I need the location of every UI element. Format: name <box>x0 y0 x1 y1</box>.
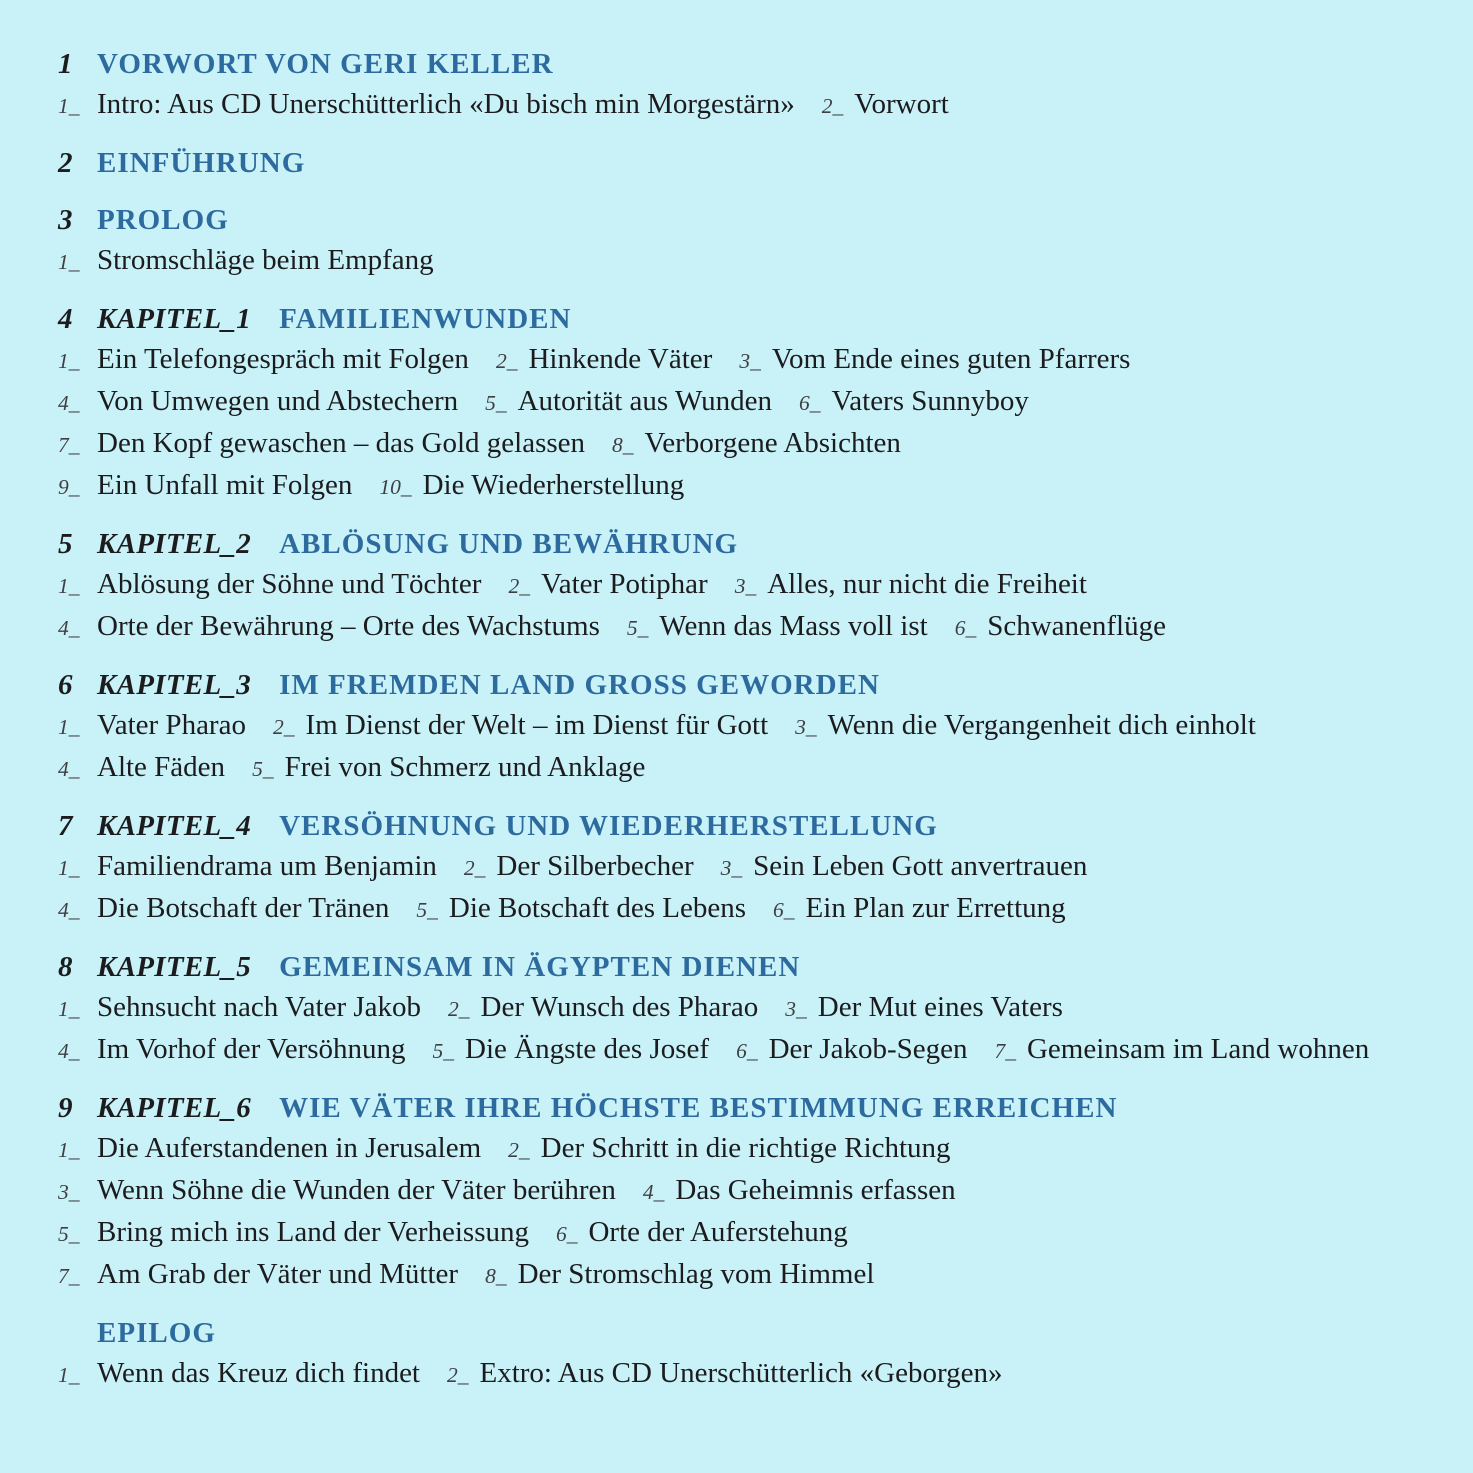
section-title: VERSÖHNUNG UND WIEDERHERSTELLUNG <box>279 810 938 842</box>
track-number: 6_ <box>555 1222 578 1246</box>
track-number: 7_ <box>58 1264 80 1288</box>
track-number: 3_ <box>734 574 757 598</box>
track-title: Vaters Sunnyboy <box>831 385 1029 417</box>
track-line-text <box>97 747 1443 789</box>
toc-section <box>58 665 1443 789</box>
track-number-column <box>58 1128 97 1170</box>
track-number-column <box>58 423 97 465</box>
track-line-text <box>97 84 1443 126</box>
track-title: Frei von Schmerz und Anklage <box>284 751 646 783</box>
track-title: Ein Telefongespräch mit Folgen <box>97 343 469 375</box>
toc-section <box>58 143 1443 183</box>
track-number: 8_ <box>485 1264 507 1288</box>
track-line <box>58 381 1443 423</box>
track-line <box>58 240 1443 282</box>
track-number: 6_ <box>954 616 977 640</box>
track-title: Die Botschaft des Lebens <box>448 892 747 924</box>
track-number: 4_ <box>58 391 80 415</box>
track-number: 7_ <box>994 1039 1016 1063</box>
track-number: 1_ <box>58 94 80 118</box>
section-title: ABLÖSUNG UND BEWÄHRUNG <box>279 528 739 560</box>
section-kapitel-label: KAPITEL_2 <box>97 528 252 560</box>
section-title: FAMILIENWUNDEN <box>279 303 572 335</box>
track-line <box>58 84 1443 126</box>
section-number-column <box>58 947 97 987</box>
track-line-text <box>97 381 1443 423</box>
track-title: Der Wunsch des Pharao <box>480 991 759 1023</box>
track-number: 1_ <box>58 997 80 1021</box>
track-number: 1_ <box>58 1363 80 1387</box>
track-title: Sehnsucht nach Vater Jakob <box>97 991 422 1023</box>
track-title: Extro: Aus CD Unerschütterlich «Geborgen» <box>479 1357 1003 1389</box>
track-title: Vater Potiphar <box>540 568 708 600</box>
track-number: 5_ <box>485 391 507 415</box>
track-title: Orte der Auferstehung <box>588 1216 848 1248</box>
section-number: 2 <box>58 147 73 179</box>
track-number: 4_ <box>58 616 80 640</box>
section-number: 4 <box>58 303 73 335</box>
track-number-column <box>58 240 97 282</box>
toc-section <box>58 1313 1443 1395</box>
section-number-column <box>58 1088 97 1128</box>
track-title: Vorwort <box>854 88 949 120</box>
track-number-column <box>58 606 97 648</box>
track-title: Im Vorhof der Versöhnung <box>97 1033 406 1065</box>
section-kapitel-label: KAPITEL_4 <box>97 810 252 842</box>
track-title: Die Wiederherstellung <box>422 469 685 501</box>
track-title: Familiendrama um Benjamin <box>97 850 437 882</box>
track-line-text <box>97 240 1443 280</box>
section-kapitel-label: KAPITEL_6 <box>97 1092 252 1124</box>
track-number: 5_ <box>252 757 274 781</box>
track-line <box>58 339 1443 381</box>
track-number-column <box>58 987 97 1029</box>
track-number: 2_ <box>272 715 295 739</box>
track-line <box>58 465 1443 507</box>
toc-section <box>58 1088 1443 1296</box>
track-title: Vom Ende eines guten Pfarrers <box>771 343 1131 375</box>
track-number: 3_ <box>720 856 743 880</box>
section-kapitel-label: KAPITEL_3 <box>97 669 252 701</box>
track-title: Der Stromschlag vom Himmel <box>517 1258 875 1290</box>
track-title: Wenn die Vergangenheit dich einholt <box>827 709 1256 741</box>
track-line <box>58 1128 1443 1170</box>
section-kapitel-label: KAPITEL_1 <box>97 303 252 335</box>
track-title: Bring mich ins Land der Verheissung <box>97 1216 529 1248</box>
track-number: 1_ <box>58 715 80 739</box>
track-number: 5_ <box>58 1222 80 1246</box>
section-number-column <box>58 806 97 846</box>
track-line-text <box>97 1170 1443 1212</box>
track-title: Wenn Söhne die Wunden der Väter berühren <box>97 1174 616 1206</box>
track-title: Am Grab der Väter und Mütter <box>97 1258 459 1290</box>
track-number-column <box>58 1029 97 1071</box>
track-title: Alte Fäden <box>97 751 226 783</box>
track-number-column <box>58 465 97 507</box>
section-number-column <box>58 44 97 84</box>
section-heading <box>58 44 1443 84</box>
track-line <box>58 423 1443 465</box>
section-number: 9 <box>58 1092 73 1124</box>
toc-section <box>58 947 1443 1071</box>
track-line-text <box>97 705 1443 747</box>
track-title: Alles, nur nicht die Freiheit <box>767 568 1087 600</box>
track-number-column <box>58 339 97 381</box>
track-title: Der Silberbecher <box>496 850 694 882</box>
track-title: Der Jakob-Segen <box>768 1033 968 1065</box>
track-title: Wenn das Kreuz dich findet <box>97 1357 420 1389</box>
track-number-column <box>58 1170 97 1212</box>
track-number-column <box>58 846 97 888</box>
track-number: 7_ <box>58 433 80 457</box>
track-number: 2_ <box>448 997 470 1021</box>
track-number: 1_ <box>58 856 80 880</box>
track-number: 2_ <box>508 574 530 598</box>
section-title: EINFÜHRUNG <box>97 147 306 179</box>
track-line-text <box>97 606 1443 648</box>
section-number-column <box>58 143 97 183</box>
track-line <box>58 1170 1443 1212</box>
section-number-column <box>58 200 97 240</box>
track-line-text <box>97 846 1443 888</box>
track-line-text <box>97 1128 1443 1170</box>
section-heading <box>58 806 1443 846</box>
track-number: 5_ <box>416 898 438 922</box>
track-number: 2_ <box>821 94 844 118</box>
track-number-column <box>58 564 97 606</box>
track-number: 2_ <box>463 856 486 880</box>
section-heading <box>58 524 1443 564</box>
track-line-text <box>97 1212 1443 1254</box>
section-title: IM FREMDEN LAND GROSS GEWORDEN <box>279 669 880 701</box>
section-heading <box>58 1313 1443 1353</box>
track-line-text <box>97 465 1443 507</box>
track-title: Das Geheimnis erfassen <box>675 1174 956 1206</box>
track-line-text <box>97 423 1443 465</box>
track-number: 1_ <box>58 1138 80 1162</box>
track-number: 4_ <box>58 1039 80 1063</box>
track-line-text <box>97 564 1443 606</box>
track-title: Der Mut eines Vaters <box>817 991 1063 1023</box>
track-line-text <box>97 1254 1443 1296</box>
track-number: 6_ <box>773 898 795 922</box>
track-line <box>58 606 1443 648</box>
track-title: Verborgene Absichten <box>644 427 901 459</box>
track-line <box>58 1254 1443 1296</box>
track-number-column <box>58 1254 97 1296</box>
track-number: 1_ <box>58 250 80 274</box>
section-number: 3 <box>58 204 73 236</box>
track-number: 4_ <box>642 1180 665 1204</box>
track-title: Die Ängste des Josef <box>465 1033 710 1065</box>
track-title: Autorität aus Wunden <box>517 385 773 417</box>
track-number: 6_ <box>799 391 821 415</box>
track-number: 6_ <box>736 1039 758 1063</box>
track-number-column <box>58 888 97 930</box>
toc-section <box>58 524 1443 648</box>
section-title: WIE VÄTER IHRE HÖCHSTE BESTIMMUNG ERREICHEN <box>279 1092 1118 1124</box>
track-title: Von Umwegen und Abstechern <box>97 385 459 417</box>
track-line <box>58 705 1443 747</box>
track-line <box>58 846 1443 888</box>
track-number-column <box>58 1353 97 1395</box>
track-title: Ablösung der Söhne und Töchter <box>97 568 482 600</box>
track-line-text <box>97 339 1443 381</box>
track-number: 1_ <box>58 574 80 598</box>
track-number: 3_ <box>785 997 807 1021</box>
section-heading <box>58 200 1443 240</box>
track-line-text <box>97 888 1443 930</box>
track-line <box>58 564 1443 606</box>
track-title: Gemeinsam im Land wohnen <box>1026 1033 1370 1065</box>
section-number: 6 <box>58 669 73 701</box>
track-line <box>58 1353 1443 1395</box>
track-line <box>58 1212 1443 1254</box>
track-title: Den Kopf gewaschen – das Gold gelassen <box>97 427 586 459</box>
track-number-column <box>58 84 97 126</box>
toc-section <box>58 44 1443 126</box>
track-number: 2_ <box>447 1363 469 1387</box>
track-number: 3_ <box>58 1180 80 1204</box>
track-line-text <box>97 1029 1443 1071</box>
track-number: 4_ <box>58 757 80 781</box>
track-line-text <box>97 987 1443 1029</box>
section-title: VORWORT VON GERI KELLER <box>97 48 554 80</box>
section-number: 7 <box>58 810 73 842</box>
track-number: 2_ <box>508 1138 530 1162</box>
track-title: Im Dienst der Welt – im Dienst für Gott <box>305 709 769 741</box>
track-number: 5_ <box>626 616 649 640</box>
track-title: Schwanenflüge <box>987 610 1166 642</box>
section-number: 8 <box>58 951 73 983</box>
track-number-column <box>58 1212 97 1254</box>
track-title: Stromschläge beim Empfang <box>97 244 434 276</box>
track-title: Vater Pharao <box>97 709 246 741</box>
section-number: 1 <box>58 48 73 80</box>
track-line <box>58 1029 1443 1071</box>
track-number: 10_ <box>379 475 412 499</box>
section-heading <box>58 1088 1443 1128</box>
track-title: Hinkende Väter <box>528 343 713 375</box>
section-heading <box>58 947 1443 987</box>
track-title: Der Schritt in die richtige Richtung <box>540 1132 951 1164</box>
section-title: EPILOG <box>97 1317 216 1349</box>
track-number: 3_ <box>739 349 761 373</box>
track-number: 9_ <box>58 475 80 499</box>
section-number-column <box>58 524 97 564</box>
track-number-column <box>58 381 97 423</box>
section-title: PROLOG <box>97 204 229 236</box>
track-number: 2_ <box>495 349 518 373</box>
section-number-column <box>58 665 97 705</box>
toc-section <box>58 806 1443 930</box>
track-title: Ein Plan zur Errettung <box>805 892 1066 924</box>
track-title: Sein Leben Gott anvertrauen <box>753 850 1088 882</box>
section-heading <box>58 143 1443 183</box>
track-title: Die Botschaft der Tränen <box>97 892 390 924</box>
track-title: Die Auferstandenen in Jerusalem <box>97 1132 482 1164</box>
track-title: Wenn das Mass voll ist <box>659 610 928 642</box>
section-heading <box>58 299 1443 339</box>
track-number-column <box>58 747 97 789</box>
section-number-column <box>58 299 97 339</box>
toc-section <box>58 200 1443 282</box>
track-title: Ein Unfall mit Folgen <box>97 469 353 501</box>
track-line <box>58 747 1443 789</box>
track-line-text <box>97 1353 1443 1395</box>
track-number-column <box>58 705 97 747</box>
track-title: Intro: Aus CD Unerschütterlich «Du bisch min Morgestärn» <box>97 88 795 120</box>
section-title: GEMEINSAM IN ÄGYPTEN DIENEN <box>279 951 801 983</box>
track-number: 5_ <box>432 1039 455 1063</box>
track-number: 4_ <box>58 898 80 922</box>
track-number: 3_ <box>795 715 817 739</box>
track-number: 8_ <box>612 433 634 457</box>
track-line <box>58 987 1443 1029</box>
section-heading <box>58 665 1443 705</box>
toc-section <box>58 299 1443 507</box>
section-kapitel-label: KAPITEL_5 <box>97 951 252 983</box>
track-number: 1_ <box>58 349 80 373</box>
track-title: Orte der Bewährung – Orte des Wachstums <box>97 610 600 642</box>
section-number: 5 <box>58 528 73 560</box>
track-line <box>58 888 1443 930</box>
